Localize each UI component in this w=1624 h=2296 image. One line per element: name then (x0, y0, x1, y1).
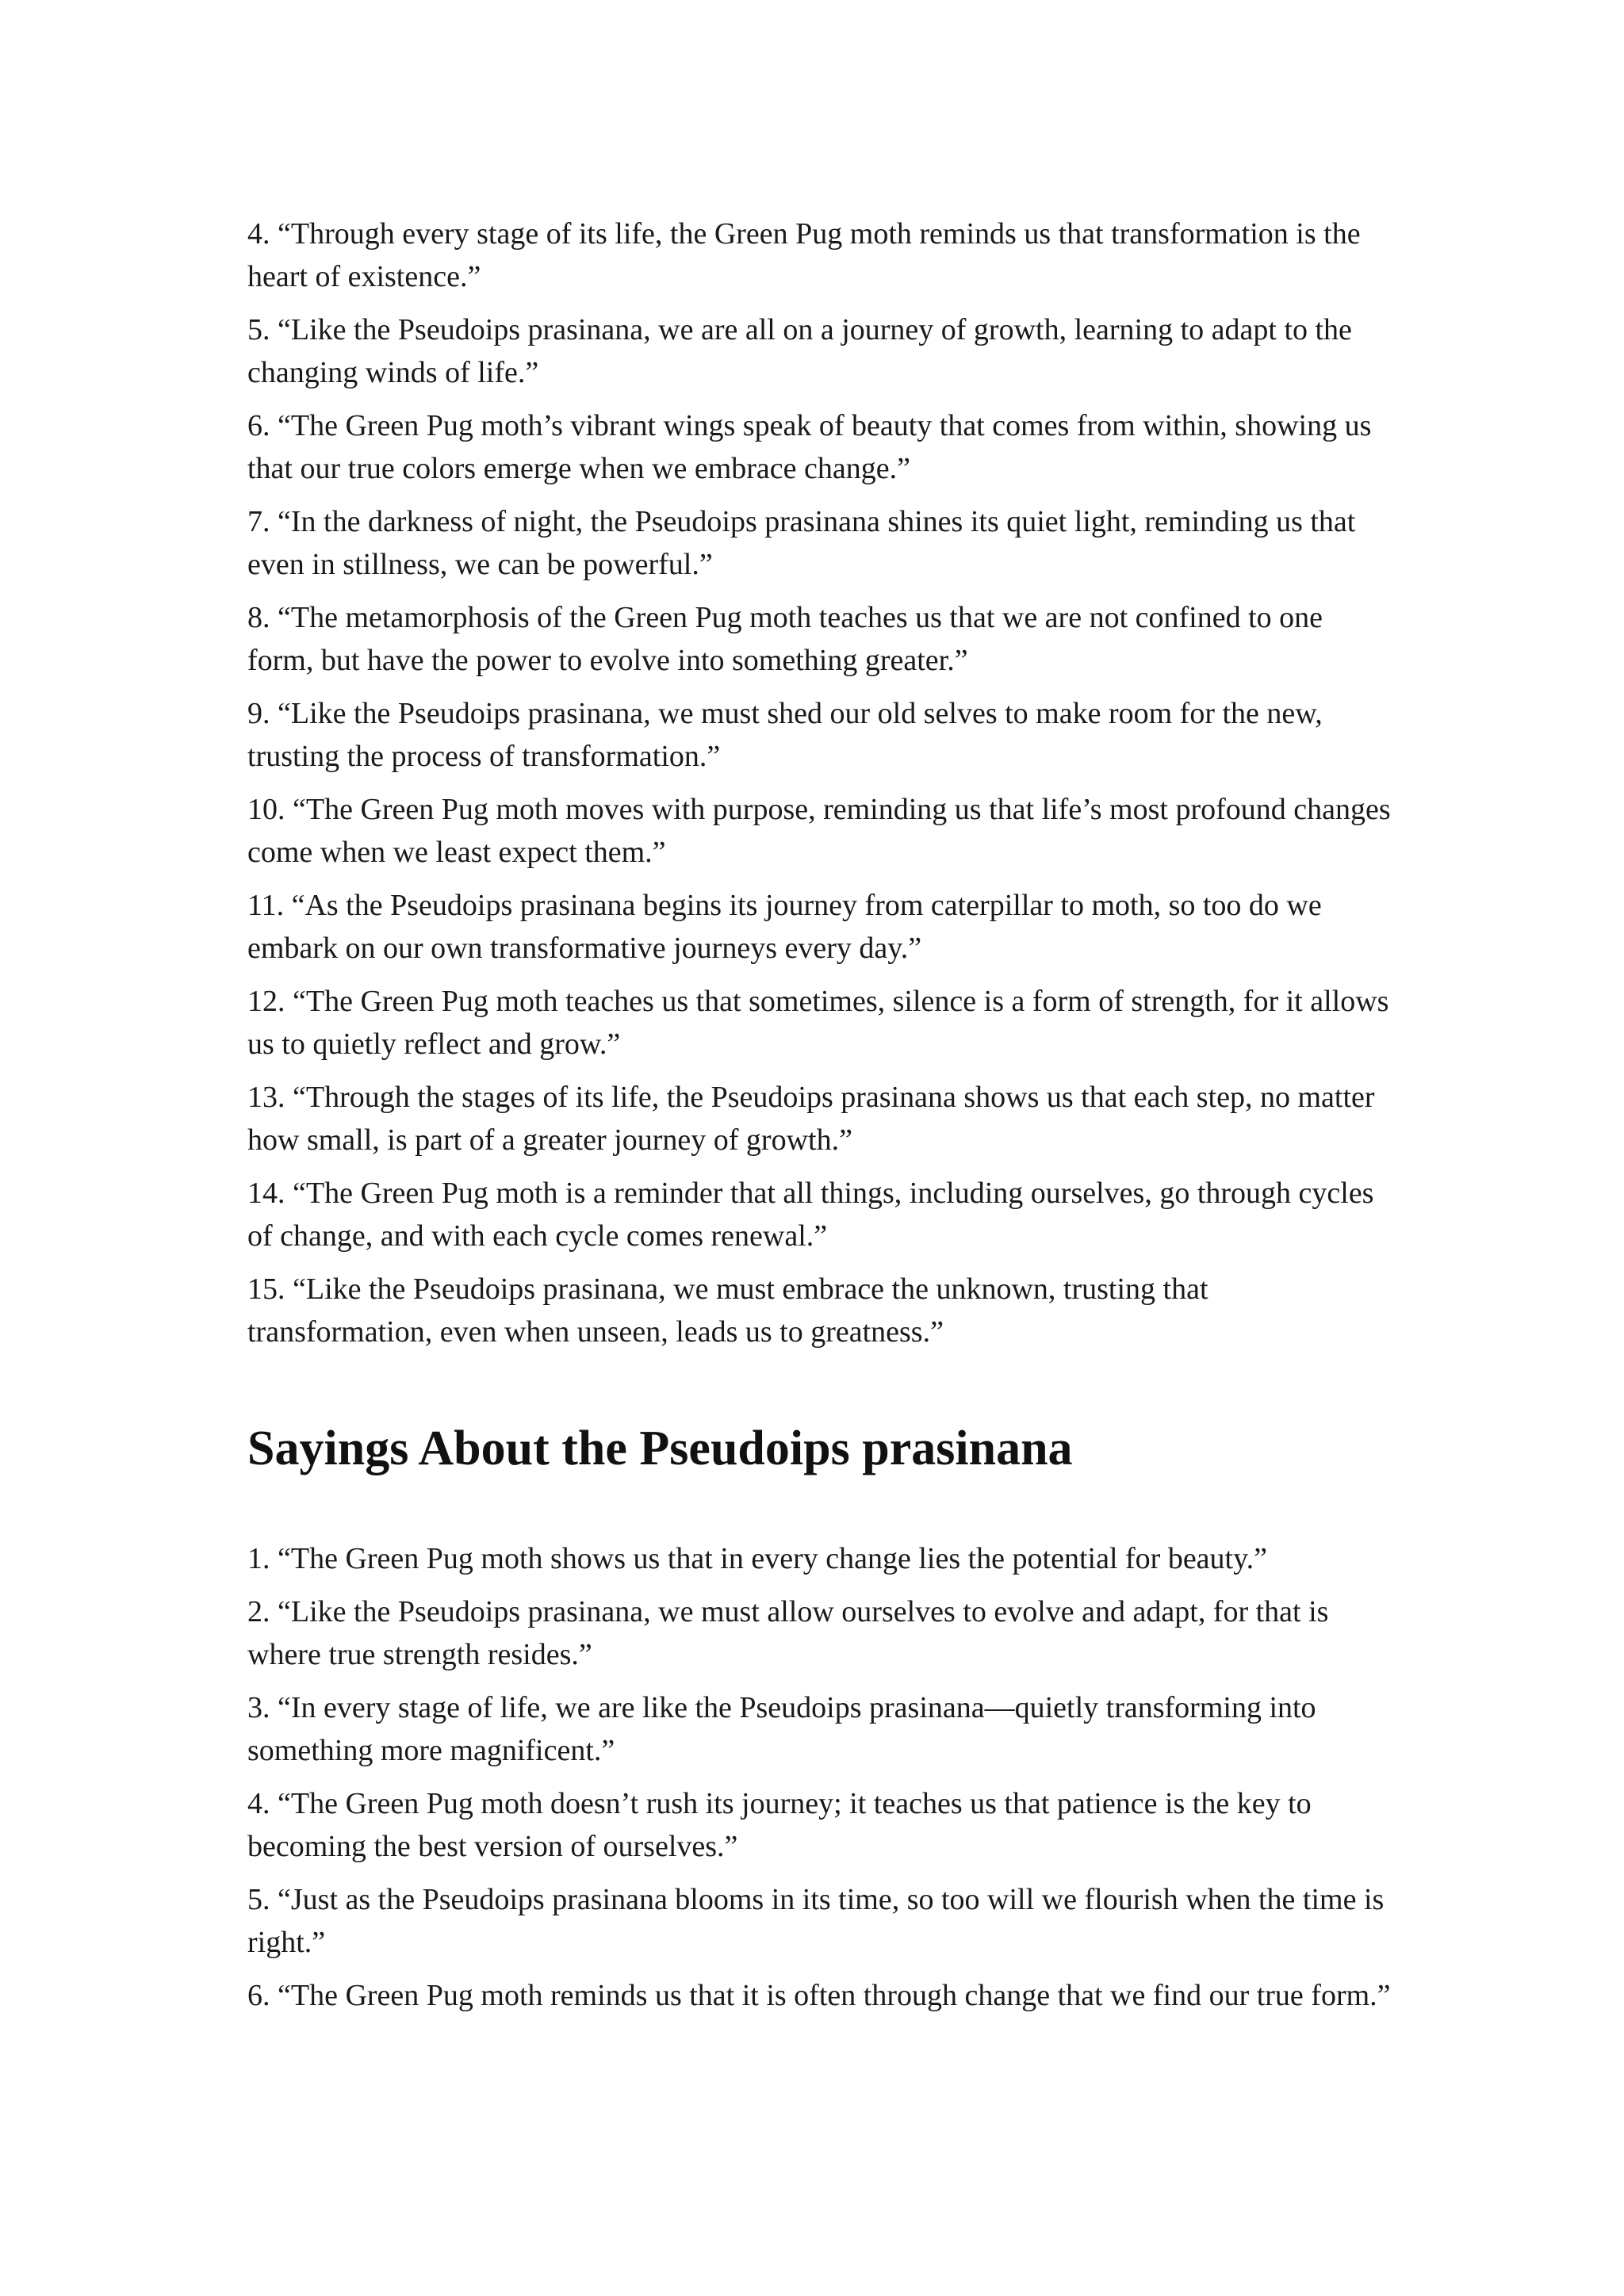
page-content (247, 212, 1396, 2027)
quote-item: 6. “The Green Pug moth’s vibrant wings speak of beauty that comes from within, showing us that our true colors emerge when we embrace change.” (247, 409, 1372, 485)
saying-item: 5. “Just as the Pseudoips prasinana blooms in its time, so too will we flourish when the time is right.” (247, 1883, 1385, 1959)
saying-item: 3. “In every stage of life, we are like the Pseudoips prasinana—quietly transforming into something more magnificent.” (247, 1691, 1316, 1767)
section-heading: Sayings About the Pseudoips prasinana (247, 1422, 1073, 1475)
saying-item: 6. “The Green Pug moth reminds us that it is often through change that we find our true form.” (247, 1979, 1391, 2012)
quote-item: 12. “The Green Pug moth teaches us that sometimes, silence is a form of strength, for it allows us to quietly reflect and grow.” (247, 985, 1389, 1061)
saying-item: 1. “The Green Pug moth shows us that in every change lies the potential for beauty.” (247, 1542, 1268, 1575)
quote-item: 11. “As the Pseudoips prasinana begins its journey from caterpillar to moth, so too do we embark on our own transformative journeys every day.” (247, 889, 1322, 965)
quote-item: 7. “In the darkness of night, the Pseudoips prasinana shines its quiet light, reminding us that even in stillness, we can be powerful.” (247, 505, 1356, 581)
quote-item: 9. “Like the Pseudoips prasinana, we must shed our old selves to make room for the new, trusting the process of transformation.” (247, 697, 1323, 773)
saying-item: 4. “The Green Pug moth doesn’t rush its journey; it teaches us that patience is the key to becoming the best version of ourselves.” (247, 1787, 1312, 1863)
quote-item: 5. “Like the Pseudoips prasinana, we are all on a journey of growth, learning to adapt to the changing winds of life.” (247, 313, 1352, 389)
quote-item: 4. “Through every stage of its life, the Green Pug moth reminds us that transformation is the heart of existence.” (247, 217, 1361, 293)
quote-item: 10. “The Green Pug moth moves with purpose, reminding us that life’s most profound changes come when we least expect them.” (247, 793, 1391, 869)
quote-item: 13. “Through the stages of its life, the Pseudoips prasinana shows us that each step, no matter how small, is part of a greater journey of growth.” (247, 1081, 1375, 1157)
quote-list-continued (247, 212, 1396, 1353)
quote-item: 15. “Like the Pseudoips prasinana, we must embrace the unknown, trusting that transformation, even when unseen, leads us to greatness.” (247, 1272, 1208, 1349)
quote-item: 8. “The metamorphosis of the Green Pug moth teaches us that we are not confined to one form, but have the power to evolve into something greater.” (247, 601, 1323, 677)
quote-item: 14. “The Green Pug moth is a reminder that all things, including ourselves, go through cycles of change, and with each cycle comes renewal.” (247, 1177, 1374, 1253)
saying-item: 2. “Like the Pseudoips prasinana, we must allow ourselves to evolve and adapt, for that is where true strength resides.” (247, 1595, 1329, 1671)
sayings-list (247, 1537, 1396, 2017)
